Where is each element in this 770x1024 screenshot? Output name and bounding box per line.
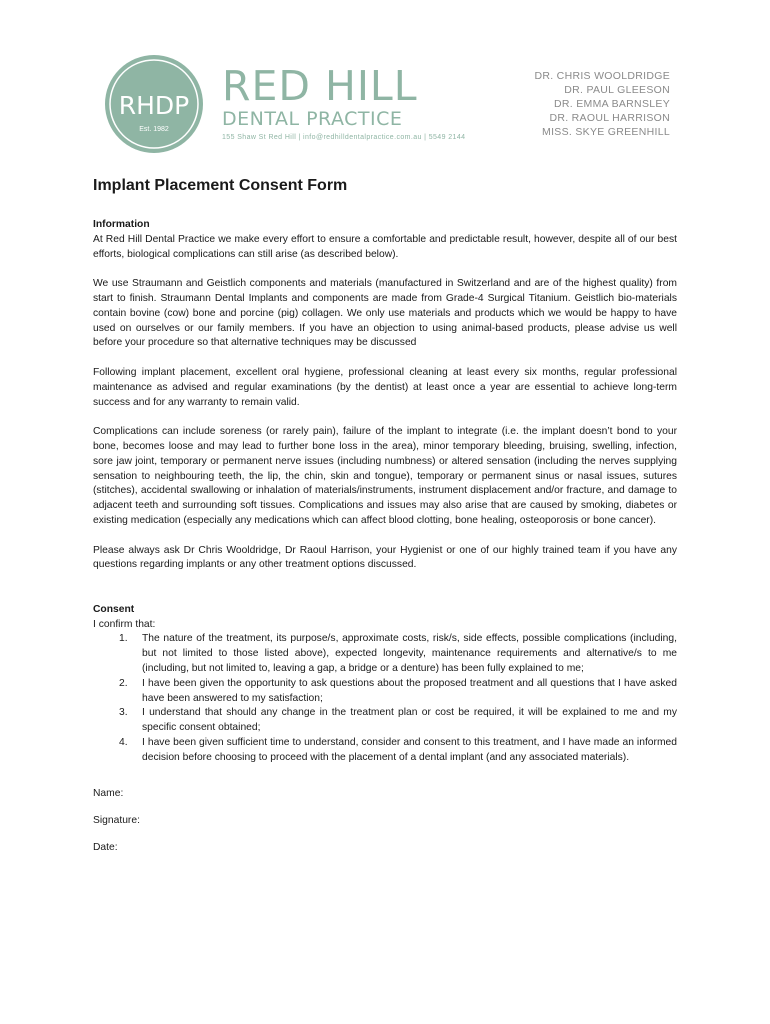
name-field-label: Name: [93,788,124,800]
consent-item-text: The nature of the treatment, its purpose/s, approximate costs, risk/s, side effects, possible complications (including, but not limited to those listed above), expected longevity, maintenance requirements and alternative/s to me (including, but not limited to, leaving a gap, a bridge or a denture) has been fully explained to me; [142,633,677,674]
brand-contact-line: 155 Shaw St Red Hill | info@redhilldentalpractice.com.au | 5549 2144 [222,134,466,141]
dentist-name: MISS. SKYE GREENHILL [542,126,670,138]
information-paragraph: Please always ask Dr Chris Wooldridge, Dr Raoul Harrison, your Hygienist or one of our highly trained team if you have any questions regarding implants or any other treatment options discussed. [93,544,677,571]
consent-item [119,706,677,736]
consent-heading: Consent [93,603,135,615]
dentist-list [534,69,670,139]
logo-est-text: Est. 1982 [139,126,169,133]
consent-item-text: I have been given the opportunity to ask questions about the proposed treatment and all questions that I have asked have been answered to my satisfaction; [142,677,677,704]
dentist-name: DR. EMMA BARNSLEY [554,98,670,110]
consent-intro: I confirm that: [93,618,156,630]
information-paragraph: At Red Hill Dental Practice we make every effort to ensure a comfortable and predictable result, however, despite all of our best efforts, biological complications can still arise (as described below). [93,233,677,260]
consent-item [119,736,677,766]
practice-logo [105,55,203,153]
date-field-label: Date: [93,842,118,854]
brand-subtitle: DENTAL PRACTICE [222,108,403,130]
dentist-name: DR. PAUL GLEESON [564,84,670,96]
information-paragraph: Following implant placement, excellent oral hygiene, professional cleaning at least every six months, regular professional maintenance as advised and regular examinations (by the dentist) at least once a year are essential to achieve long-term success and for any warranty to remain valid. [93,366,677,408]
logo-text: RHDP [118,91,190,120]
information-paragraph: Complications can include soreness (or rarely pain), failure of the implant to integrate (i.e. the implant doesn’t bond to your bone, becomes loose and may lead to further bone loss in the area), minor temporary bleeding, bruising, swelling, infection, sore jaw joint, temporary or permanent nerve issues (including numbness) or altered sensation (including the nerves supplying sensation to neighbouring teeth, the lip, the chin, skin and tongue), temporary or permanent sinus or nasal issues, sutures (stitches), accidental swallowing or inhalation of materials/instruments, instrument displacement and/or fracture, and damage to adjacent teeth and surrounding soft tissues. Complications and issues may also arise that are caused by smoking, diabetes or existing medication (especially any medications which can affect blood clotting, bone healing, osteoporosis or bone cancer). [93,426,677,526]
information-heading: Information [93,219,150,230]
form-content [93,176,677,867]
consent-list [93,632,677,765]
consent-item-number: 2. [119,677,128,689]
brand-name: RED HILL [222,62,418,110]
logo-mark-icon [105,55,203,153]
consent-item-text: I understand that should any change in the treatment plan or cost be required, it will be explained to me and my specific consent obtained; [142,707,677,734]
consent-item-number: 3. [119,707,128,719]
consent-item [119,677,677,707]
dentist-name: DR. RAOUL HARRISON [549,112,670,124]
signature-field-label: Signature: [93,815,140,827]
consent-item-text: I have been given sufficient time to understand, consider and consent to this treatment, and I have made an informed decision before choosing to proceed with the placement of a dental implant (and any associated materials). [142,736,677,763]
consent-item-number: 1. [119,633,128,645]
consent-item [119,632,677,676]
consent-item-number: 4. [119,736,128,748]
form-title: Implant Placement Consent Form [93,177,348,194]
dentist-name: DR. CHRIS WOOLDRIDGE [534,70,670,82]
information-paragraph: We use Straumann and Geistlich components and materials (manufactured in Switzerland and are of the highest quality) from start to finish. Straumann Dental Implants and components are made from Grade-4 Surgical Titanium. Geistlich bio-materials contain bovine (cow) bone and porcine (pig) collagen. We only use materials and products which we would be happy to have used on ourselves or our family members. If you have an objection to using animal-based products, please advise us well before your procedure so that alternative techniques may be discussed [93,278,677,349]
